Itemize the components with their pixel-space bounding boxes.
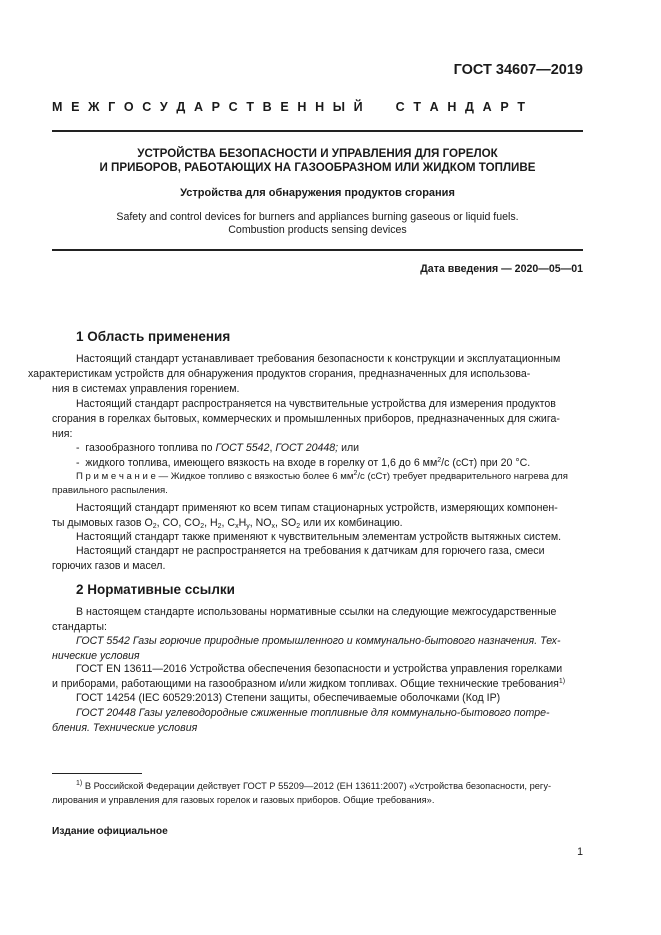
subtitle: Устройства для обнаружения продуктов сгорания (180, 187, 455, 199)
s1-note: П р и м е ч а н и е — Жидкое топливо с вязкостью более 6 $мм^2/с$ (сСт) требует предварительного нагрева для правильного распыления. (52, 470, 568, 496)
footnote-separator (52, 773, 142, 774)
s1-paragraph-4: Настоящий стандарт также применяют к чувствительным элементам устройств вытяжных систем. (76, 531, 562, 543)
s2-reference-gost-14254: ГОСТ 14254 (IEC 60529:2013) Степени защиты, обеспечиваемые оболочками (Код IP) (76, 692, 501, 704)
page-number: 1 (577, 846, 583, 858)
title-rule (52, 249, 583, 251)
english-title-line-1: Safety and control devices for burners and appliances burning gaseous or liquid fuels. (116, 211, 519, 223)
section-1-heading: 1 Область применения (76, 329, 231, 344)
s2-reference-gost-5542: ГОСТ 5542 Газы горючие природные промышленного и коммунально-бытового назначения. Тех- нические условия (52, 635, 561, 662)
title-line-1: УСТРОЙСТВА БЕЗОПАСНОСТИ И УПРАВЛЕНИЯ ДЛЯ ГОРЕЛОК (137, 147, 498, 160)
title-line-2: И ПРИБОРОВ, РАБОТАЮЩИХ НА ГАЗООБРАЗНОМ ИЛИ ЖИДКОМ ТОПЛИВЕ (99, 161, 536, 174)
s1-bullet-1: - газообразного топлива по ГОСТ 5542, ГОСТ 20448; или (76, 442, 360, 454)
s2-paragraph-1: В настоящем стандарте использованы нормативные ссылки на следующие межгосударственные стандарты: (52, 606, 557, 633)
s2-reference-gost-en-13611: ГОСТ EN 13611—2016 Устройства обеспечения безопасности и устройства управления горелками и приборами, работающими на газообразном и/или жидком топливах. Общие технические требования$^{1)}$ (52, 663, 566, 690)
section-2-heading: 2 Нормативные ссылки (76, 582, 235, 597)
footnote: $^{1)}$ В Российской Федерации действует ГОСТ Р 55209—2012 (ЕН 13611:2007) «Устройства безопасности, регу- лирования и управления для газовых горелок и газовых приборов. Общие требования». (52, 780, 552, 805)
header-rule (52, 130, 583, 132)
s1-paragraph-5: Настоящий стандарт не распространяется на требования к датчикам для горючего газа, смеси горючих газов и масел. (52, 545, 545, 572)
english-title-line-2: Combustion products sensing devices (228, 224, 407, 236)
s1-paragraph-3: Настоящий стандарт применяют ко всем типам стационарных устройств, измеряющих компонен- ты дымовых газов $O_2$, CO, $CO_2$, $H_2$, $C_xH_y$, $NO_x$, $SO_2$ или их комбинацию. (52, 502, 558, 530)
interstate-standard-label: М Е Ж Г О С У Д А Р С Т В Е Н Н Ы Й С Т А Н Д А Р Т (52, 100, 528, 114)
official-edition-label: Издание официальное (52, 826, 168, 837)
introduction-date: Дата введения — 2020—05—01 (420, 263, 583, 275)
s2-reference-gost-20448: ГОСТ 20448 Газы углеводородные сжиженные топливные для коммунально-бытового потре- бления. Технические условия (52, 707, 550, 734)
s1-paragraph-2: Настоящий стандарт распространяется на чувствительные устройства для измерения продуктов сгорания в горелках бытовых, коммерческих и промышленных приборов, предназначенных для сжига- ния: (52, 398, 560, 440)
s1-paragraph-1: Настоящий стандарт устанавливает требования безопасности к конструкции и эксплуатационным характеристикам устройств для обнаружения продуктов сгорания, предназначенных для использова- ния в системах управления горением. (28, 353, 561, 395)
standard-designation: ГОСТ 34607—2019 (453, 62, 583, 78)
s1-bullet-2: - жидкого топлива, имеющего вязкость на входе в горелку от 1,6 до 6 $мм^2/с$ (сСт) при 20 °С. (76, 457, 531, 469)
